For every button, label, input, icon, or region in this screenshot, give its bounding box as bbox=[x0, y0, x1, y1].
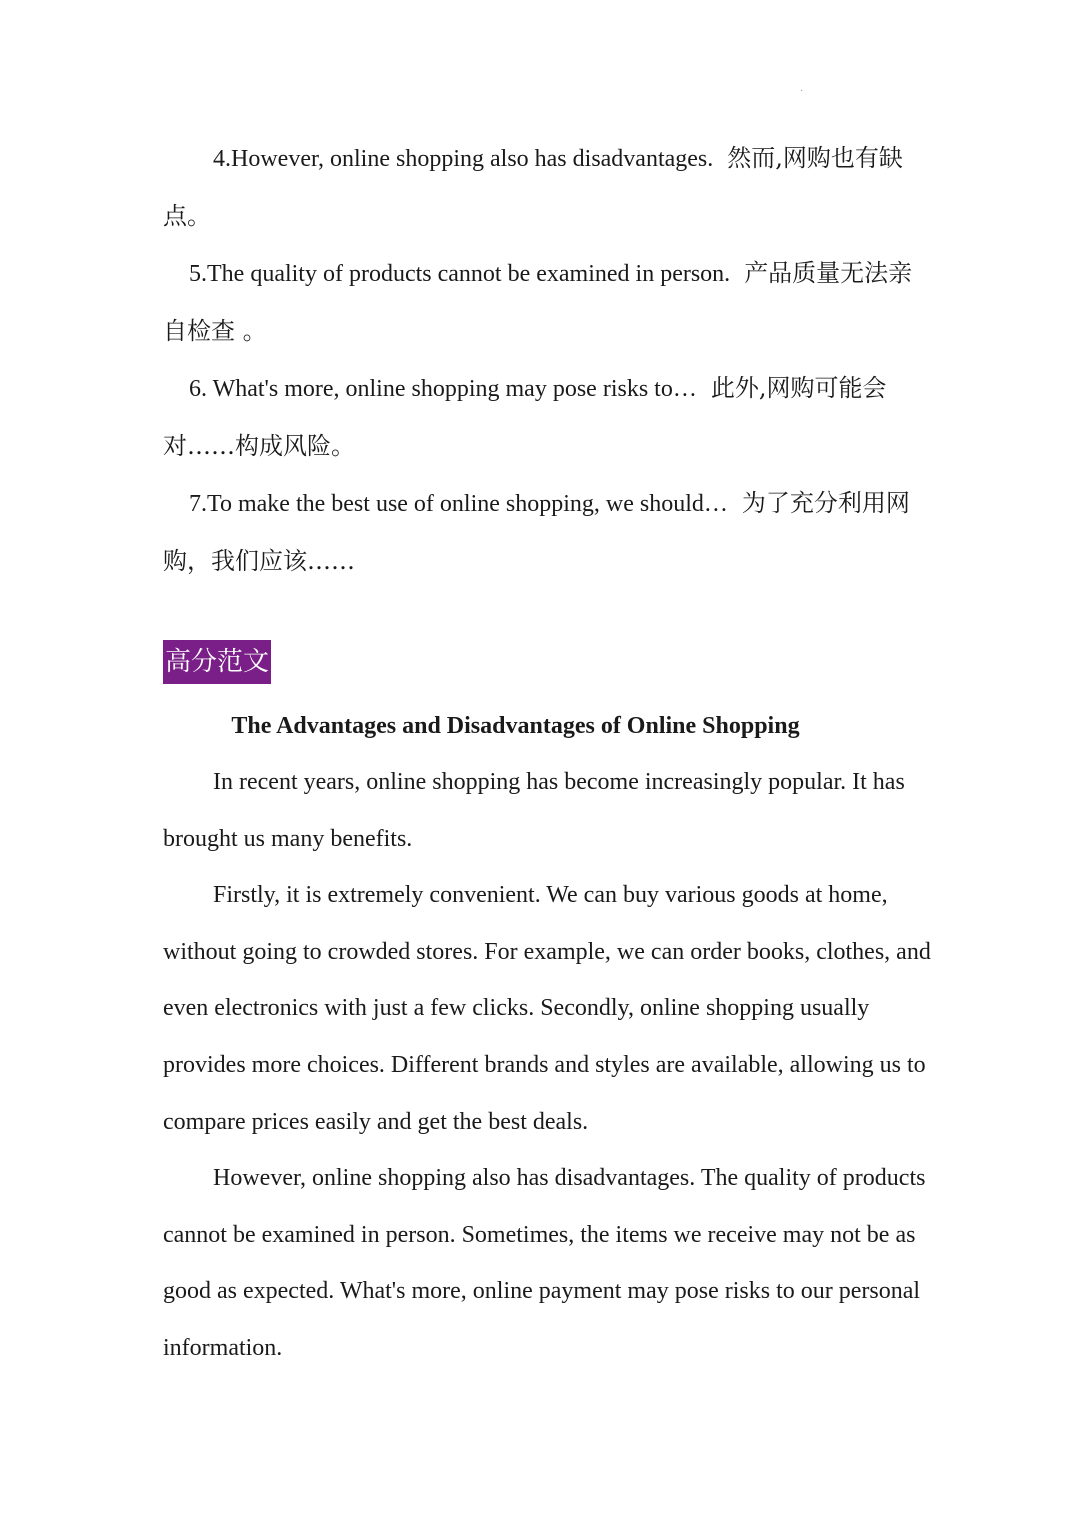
essay-body bbox=[163, 754, 933, 1377]
phrase-en: 4.However, online shopping also has disadvantages. bbox=[213, 146, 714, 172]
essay-paragraph: Firstly, it is extremely convenient. We can buy various goods at home, without going to crowded stores. For example, we can order books, clothes, and even electronics with just a few clicks. Secondly, online shopping usually provides more choices. Different brands and styles are available, allowing us to compare prices easily and get the best deals. bbox=[163, 882, 931, 1135]
phrase-cn: 此外,网购可能会对……构成风险。 bbox=[163, 374, 887, 460]
phrase-en: 6. What's more, online shopping may pose risks to… bbox=[189, 376, 697, 402]
essay-paragraph: In recent years, online shopping has become increasingly popular. It has brought us many benefits. bbox=[163, 769, 905, 852]
phrase-item bbox=[163, 475, 933, 590]
page-mark: · bbox=[800, 86, 804, 97]
phrase-cn: 然而,网购也有缺点。 bbox=[163, 144, 903, 230]
phrase-item bbox=[163, 245, 933, 360]
essay-paragraph: However, online shopping also has disadvantages. The quality of products cannot be examined in person. Sometimes, the items we receive may not be as good as expected. What's more, online payment may pose risks to our personal information. bbox=[163, 1165, 926, 1361]
phrase-cn: 产品质量无法亲自检查 。 bbox=[163, 259, 913, 345]
phrase-item bbox=[163, 130, 933, 245]
phrase-item bbox=[163, 360, 933, 475]
phrase-en: 7.To make the best use of online shopping, we should… bbox=[189, 491, 728, 517]
section-badge: 高分范文 bbox=[163, 640, 271, 684]
useful-phrases bbox=[163, 130, 933, 590]
phrase-en: 5.The quality of products cannot be examined in person. bbox=[189, 261, 731, 287]
essay-title: The Advantages and Disadvantages of Online Shopping bbox=[231, 713, 800, 739]
section-badge-wrap bbox=[163, 640, 271, 684]
phrase-cn: 为了充分利用网购，我们应该…… bbox=[163, 489, 910, 575]
